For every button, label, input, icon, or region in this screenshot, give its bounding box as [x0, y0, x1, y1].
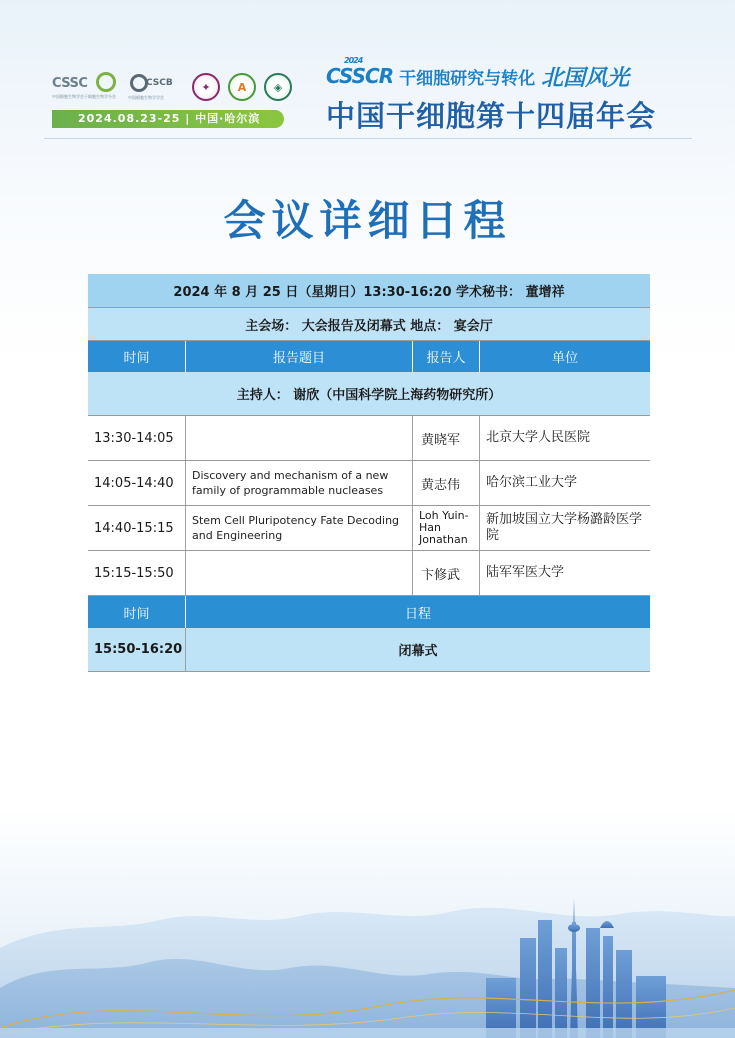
- venue-line: 主会场： 大会报告及闭幕式 地点： 宴会厅: [245, 318, 493, 334]
- talk-topic: Discovery and mechanism of a new family of programmable nucleases: [186, 461, 413, 505]
- brand-slogan-calligraphy: 北国风光: [541, 65, 630, 91]
- cssc-logo-text: CSSC: [52, 76, 88, 91]
- talk-org: 北京大学人民医院: [486, 430, 591, 445]
- program-row: [88, 628, 650, 672]
- seal-logo-purple: ✦: [192, 73, 220, 101]
- program-time: 15:50-16:20: [88, 628, 186, 671]
- cssc-ring-icon: [96, 72, 116, 92]
- program-header-row: [88, 596, 650, 628]
- col-header-speaker: 报告人: [413, 341, 480, 372]
- seal-logo-green-a: A: [228, 73, 256, 101]
- column-header-row: [88, 341, 650, 372]
- talk-time: 13:30-14:05: [88, 416, 186, 460]
- table-row: [88, 506, 650, 551]
- talk-org: 哈尔滨工业大学: [486, 475, 578, 490]
- host-row: [88, 372, 650, 416]
- date-row: [88, 274, 650, 308]
- talk-speaker: 黄晓军: [413, 416, 480, 460]
- talk-org: 陆军军医大学: [486, 565, 565, 580]
- skyline-illustration: [0, 858, 735, 1038]
- seal-logo-teal: ◈: [264, 73, 292, 101]
- page-title: 会议详细日程: [223, 196, 512, 245]
- program-name: 闭幕式: [398, 644, 438, 659]
- talk-time: 15:15-15:50: [88, 551, 186, 595]
- cscb-logo-sub: 中国细胞生物学学会: [128, 95, 164, 100]
- water-base: [0, 1028, 735, 1038]
- conference-brand: [326, 56, 696, 135]
- col-header-org: 单位: [551, 351, 578, 366]
- date-location-bar: 2024.08.23-25 | 中国·哈尔滨: [52, 110, 284, 128]
- program-header-program: 日程: [404, 606, 431, 622]
- brand-slogan: 干细胞研究与转化: [399, 68, 536, 89]
- program-header-time: 时间: [88, 596, 186, 628]
- host-line: 主持人： 谢欣（中国科学院上海药物研究所）: [236, 388, 502, 403]
- date-line: 2024 年 8 月 25 日（星期日）13:30-16:20 学术秘书： 董增祥: [173, 285, 565, 300]
- brand-year: 2024: [344, 56, 363, 65]
- talk-topic: [186, 551, 413, 595]
- schedule-table: [88, 274, 650, 672]
- cssc-logo-sub: 中国细胞生物学会干细胞生物学分会: [52, 94, 116, 99]
- cssc-logo: [52, 70, 120, 104]
- partner-logos: [52, 70, 292, 104]
- venue-row: [88, 308, 650, 341]
- cscb-logo-text: CSCB: [146, 78, 173, 88]
- talk-time: 14:40-15:15: [88, 506, 186, 550]
- table-row: [88, 551, 650, 596]
- col-header-topic: 报告题目: [186, 341, 413, 372]
- conference-title: 中国干细胞第十四届年会: [326, 99, 657, 133]
- talk-speaker: Loh Yuin-Han Jonathan: [413, 506, 480, 550]
- talk-speaker: 黄志伟: [413, 461, 480, 505]
- talk-speaker: 卞修武: [413, 551, 480, 595]
- header-divider: [44, 138, 692, 139]
- cscb-logo: [128, 70, 184, 104]
- table-row: [88, 416, 650, 461]
- talk-topic: Stem Cell Pluripotency Fate Decoding and Engineering: [186, 506, 413, 550]
- col-header-time: 时间: [88, 341, 186, 372]
- talk-org: 新加坡国立大学杨潞龄医学院: [486, 512, 643, 543]
- talk-time: 14:05-14:40: [88, 461, 186, 505]
- brand-mark: CSSCR 2024: [326, 56, 394, 88]
- table-row: [88, 461, 650, 506]
- talk-topic: [186, 416, 413, 460]
